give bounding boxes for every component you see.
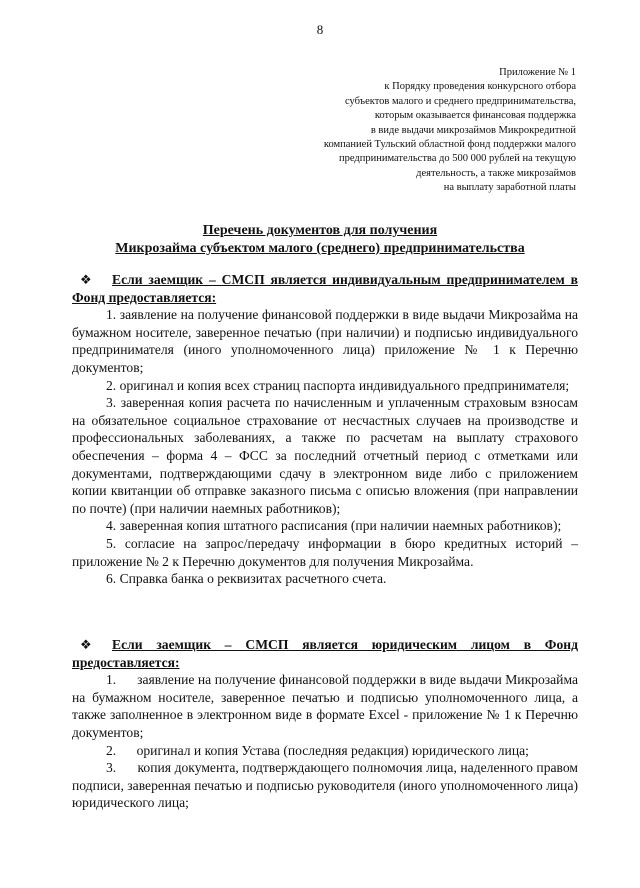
- annex-line: предпринимательства до 500 000 рублей на текущую: [338, 153, 576, 165]
- document-title-line-1: Перечень документов для получения: [202, 223, 438, 238]
- list-item: 6. Справка банка о реквизитах расчетного счета.: [106, 571, 387, 587]
- page-number: 8: [316, 22, 324, 37]
- list-item: 4. заверенная копия штатного расписания (при наличии наемных работников);: [106, 518, 562, 534]
- diamond-bullet-icon: ❖: [80, 637, 92, 652]
- section-heading: [72, 636, 578, 671]
- annex-line: которым оказывается финансовая поддержка: [374, 110, 576, 122]
- diamond-bullet-icon: ❖: [80, 272, 92, 287]
- list-item: 2. оригинал и копия Устава (последняя редакция) юридического лица;: [106, 742, 529, 758]
- annex-line: на выплату заработной платы: [443, 182, 576, 194]
- list-item: 5. согласие на запрос/передачу информации в бюро кредитных историй – приложение № 2 к Перечню документов для получения Микрозайма.: [72, 535, 578, 569]
- section-heading: [72, 271, 578, 306]
- annex-line: деятельность, а также микрозаймов: [416, 167, 576, 179]
- section-heading-text: Если заемщик – СМСП является индивидуальным предпринимателем в Фонд предоставляется:: [72, 272, 578, 305]
- annex-line: Приложение № 1: [499, 67, 576, 78]
- list-item: 1. заявление на получение финансовой поддержки в виде выдачи Микрозайма на бумажном носителе, заверенное печатью (при наличии) и подписью индивидуального предпринимателя (иного уполномоченного лица) приложение № 1 к Перечню документов;: [72, 307, 578, 375]
- list-item: 3. заверенная копия расчета по начисленным и уплаченным страховым взносам на обязательное социальное страхование от несчастных случаев на производстве и профессиональных заболеваниях, а также по расчетам на выплату страхового обеспечения – форма 4 – ФСС за последний отчетный период с отметками или документами, подтверждающими сдачу в электронном виде либо с приложением копии квитанции об отправке заказного письма с описью вложения (при направлении по почте) (при наличии наемных работников);: [72, 395, 578, 516]
- section-individual-entrepreneur: [72, 271, 578, 588]
- annex-header: [246, 66, 576, 196]
- list-item: 2. оригинал и копия всех страниц паспорта индивидуального предпринимателя;: [106, 377, 570, 393]
- annex-line: в виде выдачи микрозаймов Микрокредитной: [370, 124, 576, 136]
- section-legal-entity: [72, 636, 582, 812]
- list-item: 1. заявление на получение финансовой поддержки в виде выдачи Микрозайма на бумажном носителе, заверенное печатью и подписью уполномоченного лица, а также заполненное в электронном виде в формате Excel - приложение № 1 к Перечню документов;: [72, 672, 582, 740]
- annex-line: компанией Тульский областной фонд поддержки малого: [323, 139, 576, 151]
- annex-line: субъектов малого и среднего предпринимательства,: [344, 95, 576, 107]
- section-heading-text: Если заемщик – СМСП является юридическим лицом в Фонд предоставляется:: [72, 637, 578, 670]
- document-title-line-2: Микрозайма субъектом малого (среднего) предпринимательства: [115, 241, 525, 256]
- document-title: [0, 222, 640, 258]
- list-item: 3. копия документа, подтверждающего полномочия лица, наделенного правом подписи, заверенная печатью и подписью руководителя (иного уполномоченного лица) юридического лица;: [72, 760, 582, 811]
- annex-line: к Порядку проведения конкурсного отбора: [384, 81, 576, 93]
